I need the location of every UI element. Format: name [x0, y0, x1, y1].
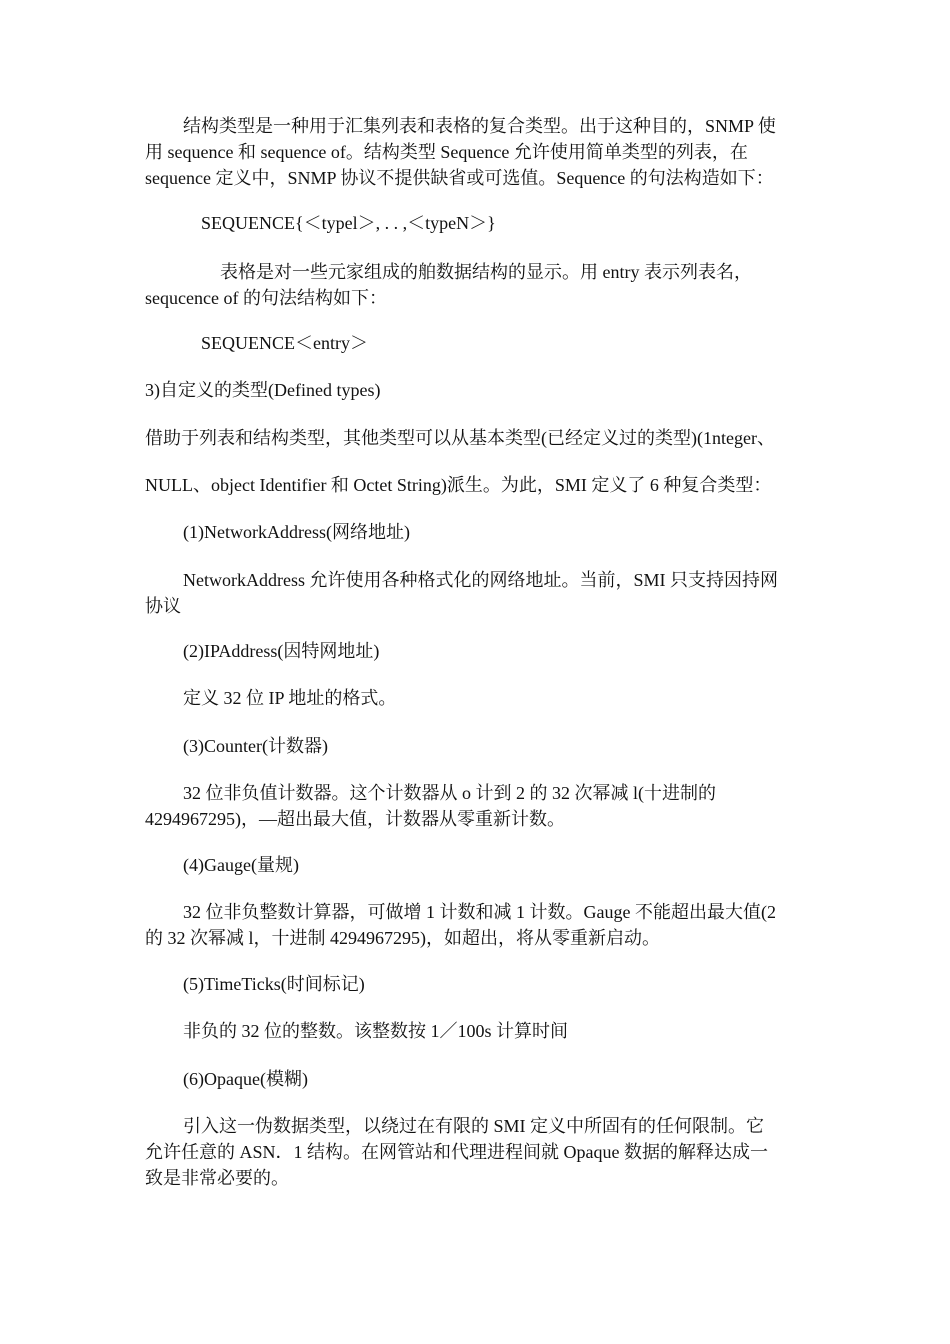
text-line: 协议 — [145, 596, 181, 616]
text-line: sequcence of 的句法结构如下： — [145, 288, 387, 308]
paragraph-ipaddress — [145, 685, 810, 711]
text-line: 的 32 次幂减 l，十进制 4294967295)，如超出，将从零重新启动。 — [145, 928, 660, 948]
paragraph-opaque — [145, 1113, 810, 1191]
text-line: (1)NetworkAddress(网络地址) — [183, 522, 410, 542]
paragraph-timeticks — [145, 1018, 810, 1044]
text-line: NULL、object Identifier 和 Octet String)派生。为此，SMI 定义了 6 种复合类型： — [145, 475, 772, 495]
text-line: SEQUENCE＜entry＞ — [201, 333, 368, 353]
text-line: 4294967295)，—超出最大值，计数器从零重新计数。 — [145, 809, 565, 829]
paragraph-networkaddress — [145, 567, 810, 619]
paragraph-derived-types-1 — [145, 425, 810, 451]
text-line: (4)Gauge(量规) — [183, 855, 299, 875]
text-line: (3)Counter(计数器) — [183, 736, 328, 756]
text-line: 32 位非负整数计算器，可做增 1 计数和减 1 计数。Gauge 不能超出最大值(2 — [183, 902, 776, 922]
text-line: (2)IPAddress(因特网地址) — [183, 641, 380, 661]
item-heading-timeticks — [145, 971, 810, 997]
item-heading-ipaddress — [145, 638, 810, 664]
text-line: (6)Opaque(模糊) — [183, 1069, 308, 1089]
section-heading-defined-types — [145, 377, 810, 403]
text-line: SEQUENCE{＜typel＞, . . ,＜typeN＞} — [201, 213, 496, 233]
paragraph-structure-types — [145, 113, 810, 191]
item-heading-opaque — [145, 1066, 810, 1092]
code-sequence-syntax — [145, 210, 810, 236]
text-line: 借助于列表和结构类型，其他类型可以从基本类型(已经定义过的类型)(1nteger、 — [145, 428, 775, 448]
text-line: 定义 32 位 IP 地址的格式。 — [183, 688, 397, 708]
paragraph-derived-types-2 — [145, 472, 810, 498]
text-line: 非负的 32 位的整数。该整数按 1／100s 计算时间 — [183, 1021, 569, 1041]
paragraph-counter — [145, 780, 810, 832]
text-line: NetworkAddress 允许使用各种格式化的网络地址。当前，SMI 只支持因持网 — [183, 570, 778, 590]
paragraph-table-types — [145, 259, 810, 311]
code-sequence-entry — [145, 330, 810, 356]
text-line: 引入这一伪数据类型，以绕过在有限的 SMI 定义中所固有的任何限制。它 — [183, 1116, 765, 1136]
item-heading-networkaddress — [145, 519, 810, 545]
text-line: 致是非常必要的。 — [145, 1168, 289, 1188]
text-line: 允许任意的 ASN．1 结构。在网管站和代理进程间就 Opaque 数据的解释达成一 — [145, 1142, 768, 1162]
item-heading-gauge — [145, 852, 810, 878]
text-line: 32 位非负值计数器。这个计数器从 o 计到 2 的 32 次幂减 l(十进制的 — [183, 783, 716, 803]
text-line: 3)自定义的类型(Defined types) — [145, 380, 381, 400]
paragraph-gauge — [145, 899, 810, 951]
text-line: 表格是对一些元家组成的舶数据结构的显示。用 entry 表示列表名， — [220, 262, 752, 282]
text-line: sequence 定义中，SNMP 协议不提供缺省或可选值。Sequence 的句法构造如下： — [145, 168, 774, 188]
text-line: (5)TimeTicks(时间标记) — [183, 974, 365, 994]
text-line: 用 sequence 和 sequence of。结构类型 Sequence 允许使用简单类型的列表，在 — [145, 142, 748, 162]
text-line: 结构类型是一种用于汇集列表和表格的复合类型。出于这种目的，SNMP 使 — [183, 116, 776, 136]
item-heading-counter — [145, 733, 810, 759]
